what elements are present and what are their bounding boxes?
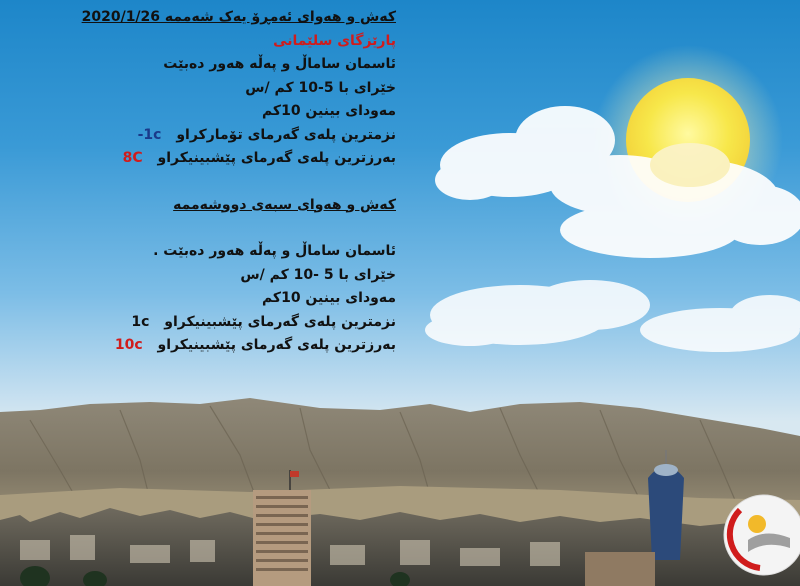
tomorrow-visibility: مەودای بینین 10کم bbox=[261, 290, 396, 306]
tomorrow-max-label: بەرزترین پلەی گەرمای پێشبینیکراو bbox=[157, 337, 396, 353]
tomorrow-title: کەش و هەوای سبەی دووشەممە bbox=[173, 196, 396, 213]
section-spacer bbox=[120, 171, 396, 194]
today-max-label: بەرزترین پلەی گەرمای پێشبینیکراو bbox=[157, 150, 396, 166]
section-spacer bbox=[120, 217, 396, 240]
today-visibility: مەودای بینین 10کم bbox=[261, 103, 396, 119]
today-wind: خێرای با 5-10 کم /س bbox=[245, 79, 396, 96]
forecast-panel bbox=[81, 6, 396, 358]
tomorrow-min-value: 1c bbox=[131, 313, 150, 330]
tower-windows bbox=[256, 496, 308, 571]
tomorrow-max-row bbox=[114, 334, 396, 358]
today-title: کەش و هەوای ئەمڕۆ یەک شەممە 2020/1/26 bbox=[81, 9, 396, 25]
today-min-label: نزمترین پلەی گەرمای تۆمارکراو bbox=[176, 126, 396, 143]
tower-top bbox=[654, 464, 678, 476]
tomorrow-min-row bbox=[120, 311, 396, 335]
tomorrow-wind: خێرای با 5 -10 کم /س bbox=[240, 266, 396, 283]
tomorrow-min-label: نزمترین پلەی گەرمای پێشبینیکراو bbox=[164, 313, 396, 330]
cloud-lower bbox=[425, 280, 800, 352]
glass-tower bbox=[648, 467, 684, 561]
today-max-value: 8C bbox=[122, 150, 143, 166]
tomorrow-sky: ئاسمان ساماڵ و پەڵە هەور دەبێت . bbox=[153, 243, 396, 259]
tomorrow-max-value: 10c bbox=[114, 337, 143, 353]
flag-icon bbox=[290, 471, 299, 477]
today-min-value: -1c bbox=[137, 126, 162, 143]
today-max-row bbox=[120, 147, 396, 171]
logo-emblem bbox=[724, 495, 800, 575]
today-min-row bbox=[120, 124, 396, 148]
region-name: پارێزگای سلێمانی bbox=[273, 32, 396, 49]
tower-building bbox=[253, 490, 311, 586]
today-sky: ئاسمان ساماڵ و پەڵە هەور دەبێت bbox=[163, 56, 396, 72]
building-block bbox=[585, 552, 655, 586]
